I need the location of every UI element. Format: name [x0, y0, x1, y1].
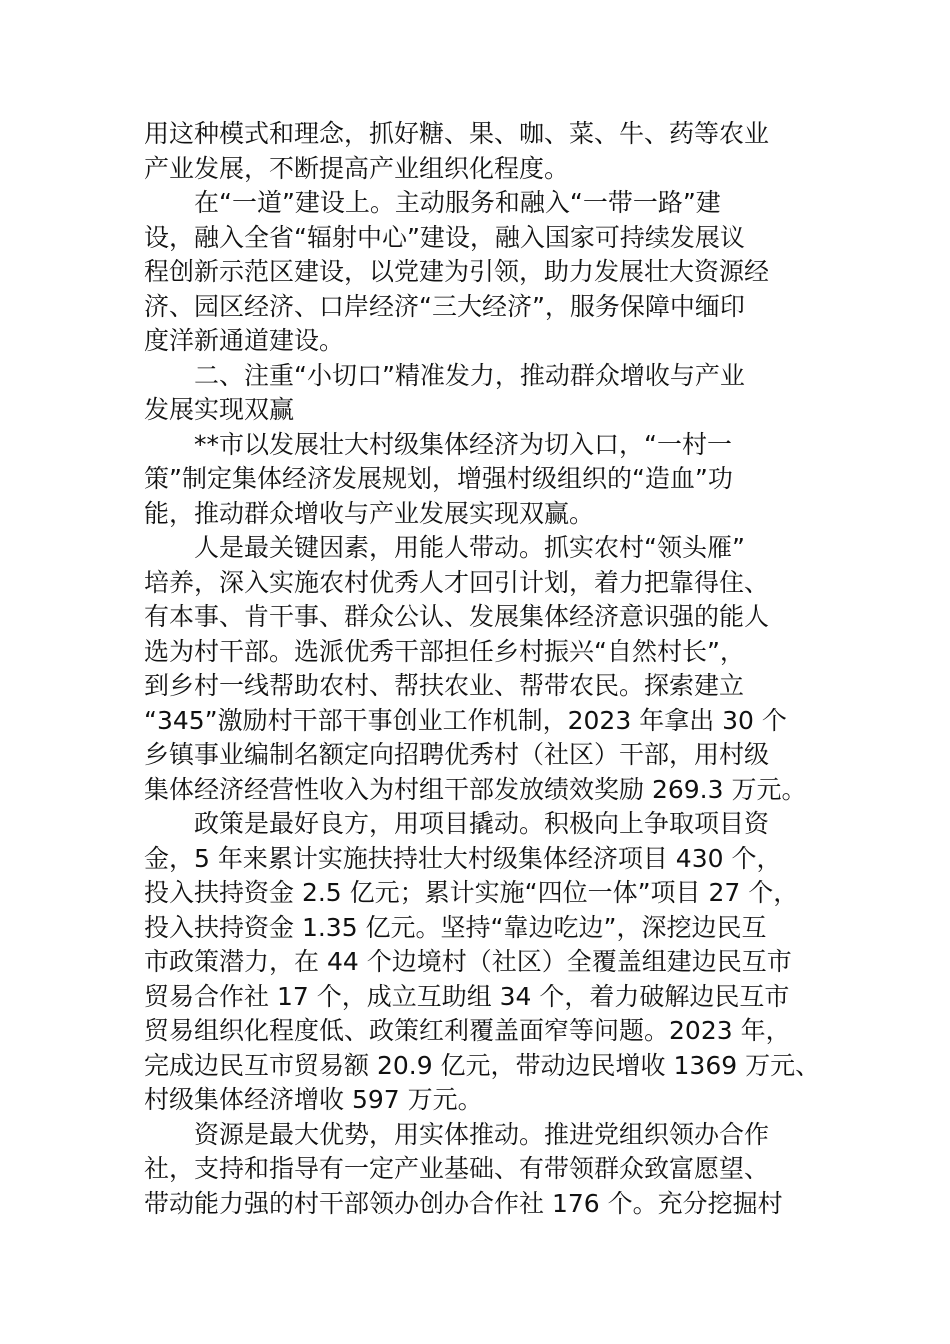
text-line: 二、注重“小切口”精准发力，推动群众增收与产业: [194, 360, 745, 390]
text-line: 用这种模式和理念，抓好糖、果、咖、菜、牛、药等农业: [144, 119, 770, 148]
text-line: 资源是最大优势，用实体推动。推进党组织领办合作: [194, 1119, 770, 1149]
text-line: “345”激励村干部干事创业工作机制，2023 年拿出 30 个: [144, 705, 787, 735]
text-line: 贸易组织化程度低、政策红利覆盖面窄等问题。2023 年，: [144, 1016, 791, 1045]
text-line: 有本事、肯干事、群众公认、发展集体经济意识强的能人: [144, 602, 770, 631]
text-line: 在“一道”建设上。主动服务和融入“一带一路”建: [194, 188, 721, 217]
text-line: 乡镇事业编制名额定向招聘优秀村（社区）干部，用村级: [144, 740, 770, 769]
text-line: 策”制定集体经济发展规划，增强村级组织的“造血”功: [144, 464, 733, 493]
text-line: 带动能力强的村干部领办创办合作社 176 个。充分挖掘村: [144, 1188, 783, 1218]
text-line: 投入扶持资金 2.5 亿元；累计实施“四位一体”项目 27 个，: [144, 878, 799, 907]
text-line: 程创新示范区建设，以党建为引领，助力发展壮大资源经: [144, 257, 770, 286]
text-line: **市以发展壮大村级集体经济为切入口，“一村一: [194, 429, 732, 459]
text-line: 社，支持和指导有一定产业基础、有带领群众致富愿望、: [144, 1154, 770, 1183]
document-body: [144, 117, 824, 1221]
text-line: 完成边民互市贸易额 20.9 亿元，带动边民增收 1369 万元、: [144, 1050, 821, 1080]
text-line: 度洋新通道建设。: [144, 326, 345, 355]
text-line: 发展实现双赢: [144, 395, 295, 424]
text-line: 人是最关键因素，用能人带动。抓实农村“领头雁”: [194, 533, 745, 562]
text-line: 投入扶持资金 1.35 亿元。坚持“靠边吃边”，深挖边民互: [144, 912, 767, 942]
text-line: 设，融入全省“辐射中心”建设，融入国家可持续发展议: [144, 222, 745, 252]
text-line: 济、园区经济、口岸经济“三大经济”，服务保障中缅印: [144, 291, 745, 321]
text-line: 到乡村一线帮助农村、帮扶农业、帮带农民。探索建立: [144, 671, 745, 700]
text-line: 产业发展，不断提高产业组织化程度。: [144, 153, 570, 183]
text-line: 贸易合作社 17 个，成立互助组 34 个，着力破解边民互市: [144, 981, 790, 1011]
text-line: 市政策潜力，在 44 个边境村（社区）全覆盖组建边民互市: [144, 947, 792, 976]
text-line: 村级集体经济增收 597 万元。: [144, 1085, 483, 1114]
text-line: 培养，深入实施农村优秀人才回引计划，着力把靠得住、: [144, 567, 770, 597]
text-line: 集体经济经营性收入为村组干部发放绩效奖励 269.3 万元。: [144, 774, 807, 804]
text-line: 选为村干部。选派优秀干部担任乡村振兴“自然村长”，: [144, 636, 745, 666]
text-line: 金，5 年来累计实施扶持壮大村级集体经济项目 430 个，: [144, 843, 782, 873]
text-line: 政策是最好良方，用项目撬动。积极向上争取项目资: [194, 809, 770, 838]
text-line: 能，推动群众增收与产业发展实现双赢。: [144, 498, 595, 528]
